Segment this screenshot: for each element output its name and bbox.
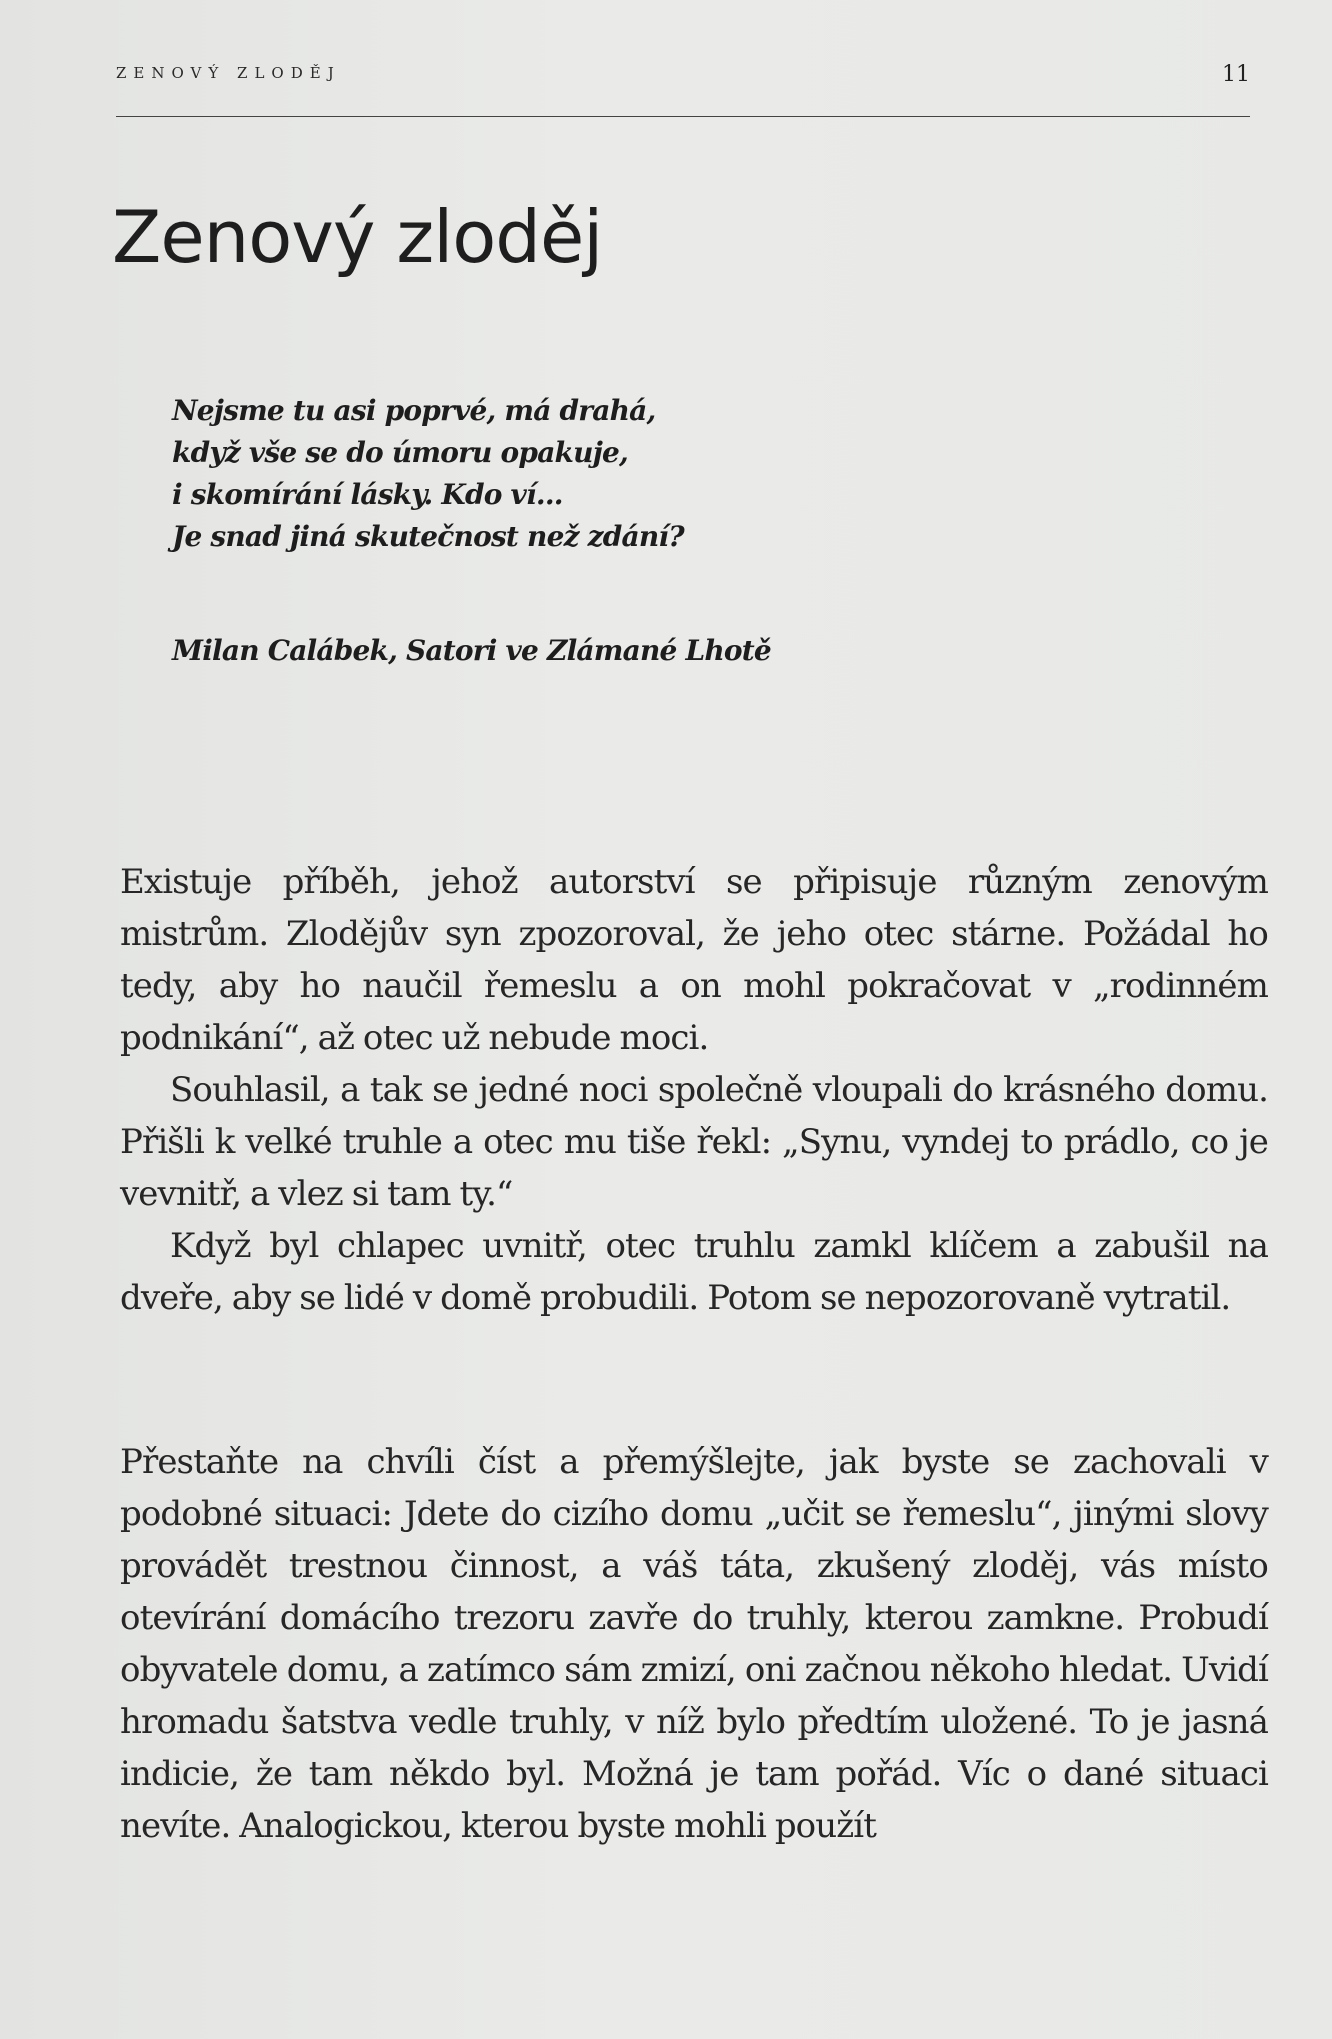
epigraph-attribution: Milan Calábek, Satori ve Zlámané Lhotě xyxy=(172,634,771,667)
body-paragraph: Když byl chlapec uvnitř, otec truhlu zamkl klíčem a zabušil na dveře, aby se lidé v domě probudili. Potom se nepozorovaně vytratil. xyxy=(120,1226,1268,1318)
epigraph-line: když vše se do úmoru opakuje, xyxy=(172,436,628,469)
epigraph-line: i skomírání lásky. Kdo ví... xyxy=(172,478,563,511)
epigraph-line: Je snad jiná skutečnost než zdání? xyxy=(172,520,684,553)
body-paragraph: Existuje příběh, jehož autorství se připisuje různým zenovým mistrům. Zlodějův syn zpozoroval, že jeho otec stárne. Požádal ho tedy, aby ho naučil řemeslu a on mohl pokračovat v „rodinném podnikání“, až otec už nebude moci. xyxy=(120,862,1268,1058)
epigraph-line: Nejsme tu asi poprvé, má drahá, xyxy=(172,394,656,427)
story-section xyxy=(120,856,1268,1324)
reflection-section xyxy=(120,1436,1268,1852)
page-number: 11 xyxy=(1222,62,1250,87)
body-paragraph: Přestaňte na chvíli číst a přemýšlejte, jak byste se zachovali v podobné situaci: Jdete do cizího domu „učit se řemeslu“, jinými slovy provádět trestnou činnost, a váš táta, zkušený zloděj, vás místo otevírání domácího trezoru zavře do truhly, kterou zamkne. Probudí obyvatele domu, a zatímco sám zmizí, oni začnou někoho hledat. Uvidí hromadu šatstva vedle truhly, v níž bylo předtím uložené. To je jasná indicie, že tam někdo byl. Možná je tam pořád. Víc o dané situaci nevíte. Analogickou, kterou byste mohli použít xyxy=(120,1442,1268,1846)
epigraph xyxy=(172,390,684,558)
header-rule xyxy=(116,116,1250,117)
chapter-title: Zenový zloděj xyxy=(112,195,603,279)
body-paragraph: Souhlasil, a tak se jedné noci společně vloupali do krásného domu. Přišli k velké truhle a otec mu tiše řekl: „Synu, vyndej to prádlo, co je vevnitř, a vlez si tam ty.“ xyxy=(120,1070,1268,1214)
running-head: ZENOVÝ ZLODĚJ xyxy=(116,64,341,82)
